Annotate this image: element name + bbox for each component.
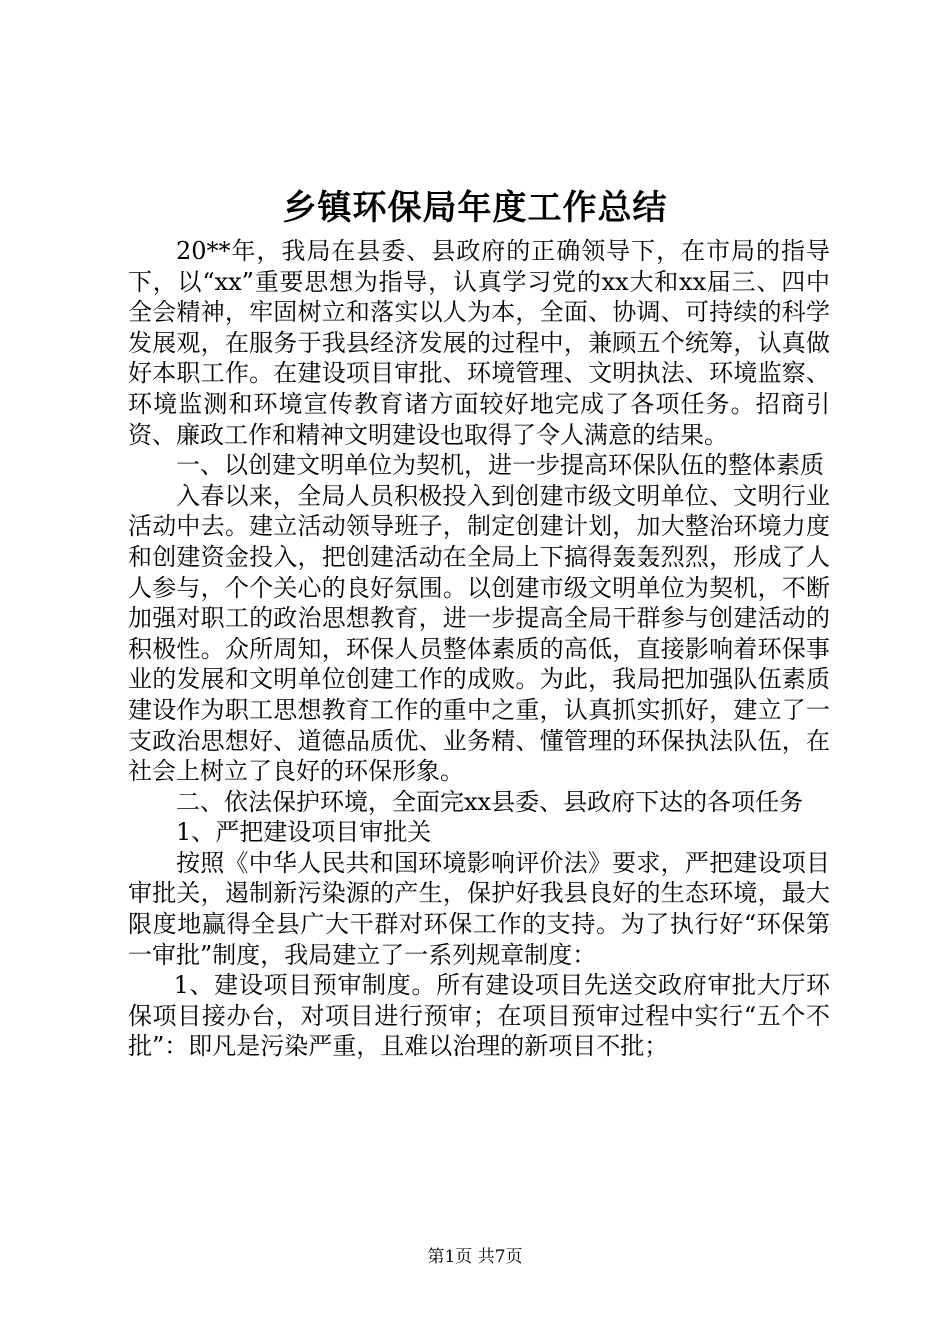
- document-body: [128, 236, 830, 1062]
- paragraph-item-1: 1、建设项目预审制度。所有建设项目先送交政府审批大厅环保项目接办台，对项目进行预审；在项目预审过程中实行“五个不批”：即凡是污染严重，且难以治理的新项目不批；: [128, 971, 830, 1061]
- section-heading-2: 二、依法保护环境，全面完xx县委、县政府下达的各项任务: [176, 787, 804, 816]
- paragraph-intro: 20**年，我局在县委、县政府的正确领导下，在市局的指导下，以“xx”重要思想为指导，认真学习党的xx大和xx届三、四中全会精神，牢固树立和落实以人为本，全面、协调、可持续的科学发展观，在服务于我县经济发展的过程中，兼顾五个统筹，认真做好本职工作。在建设项目审批、环境管理、文明执法、环境监察、环境监测和环境宣传教育诸方面较好地完成了各项任务。招商引资、廉政工作和精神文明建设也取得了令人满意的结果。: [128, 237, 830, 449]
- paragraph-section-1: 入春以来，全局人员积极投入到创建市级文明单位、文明行业活动中去。建立活动领导班子，制定创建计划，加大整治环境力度和创建资金投入，把创建活动在全局上下搞得轰轰烈烈，形成了人人参与，个个关心的良好氛围。以创建市级文明单位为契机，不断加强对职工的政治思想教育，进一步提高全局干群参与创建活动的积极性。众所周知，环保人员整体素质的高低，直接影响着环保事业的发展和文明单位创建工作的成败。为此，我局把加强队伍素质建设作为职工思想教育工作的重中之重，认真抓实抓好，建立了一支政治思想好、道德品质优、业务精、懂管理的环保执法队伍，在社会上树立了良好的环保形象。: [128, 481, 830, 786]
- section-heading-1: 一、以创建文明单位为契机，进一步提高环保队伍的整体素质: [176, 451, 824, 480]
- paragraph-subsection-1: 按照《中华人民共和国环境影响评价法》要求，严把建设项目审批关，遏制新污染源的产生，保护好我县良好的生态环境，最大限度地赢得全县广大干群对环保工作的支持。为了执行好“环保第一审批”制度，我局建立了一系列规章制度：: [128, 848, 830, 969]
- page-number-footer: 第1页 共7页: [427, 1247, 523, 1267]
- document-title: 乡镇环保局年度工作总结: [282, 188, 668, 228]
- subsection-heading-1: 1、严把建设项目审批关: [176, 818, 432, 847]
